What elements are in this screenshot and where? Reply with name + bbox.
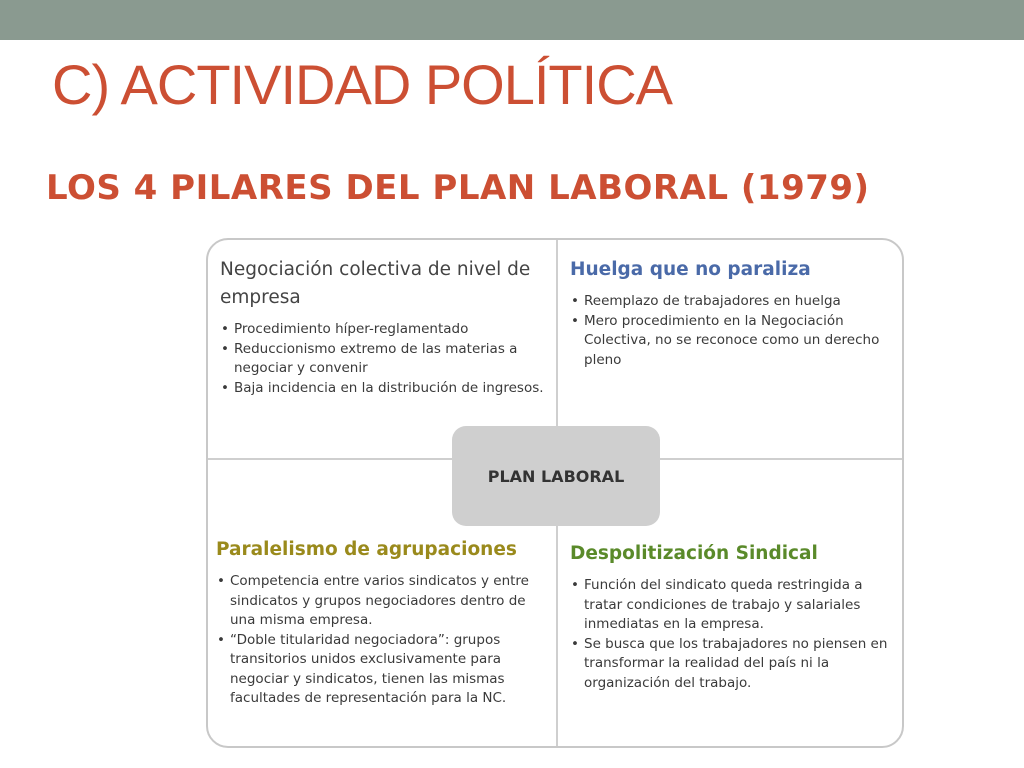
top-accent-bar [0, 0, 1024, 40]
bullet-item: • Reemplazo de trabajadores en huelga [582, 292, 890, 312]
bullet-item: • Baja incidencia en la distribución de ingresos. [232, 379, 550, 399]
quadrant-huelga [570, 256, 890, 370]
bullet-list [570, 292, 890, 370]
bullet-list [220, 320, 550, 398]
center-label-box: PLAN LABORAL [452, 426, 660, 526]
quadrant-despolitizacion [570, 540, 890, 693]
bullet-list [216, 572, 548, 709]
bullet-item: • Competencia entre varios sindicatos y entre sindicatos y grupos negociadores dentro de una misma empresa. [228, 572, 548, 631]
quadrant-paralelismo [216, 536, 548, 709]
slide-title: C) ACTIVIDAD POLÍTICA [52, 53, 672, 116]
bullet-item: • Se busca que los trabajadores no piensen en transformar la realidad del país ni la organización del trabajo. [582, 635, 890, 694]
quadrant-heading: Despolitización Sindical [570, 543, 818, 564]
quadrant-heading: Paralelismo de agrupaciones [216, 539, 517, 560]
quadrant-negociacion-colectiva [220, 256, 550, 398]
bullet-item: • Mero procedimiento en la Negociación Colectiva, no se reconoce como un derecho pleno [582, 312, 890, 371]
quadrant-heading: Negociación colectiva de nivel de empresa [220, 259, 531, 308]
bullet-item: • Procedimiento híper-reglamentado [232, 320, 550, 340]
bullet-item: • Función del sindicato queda restringida a tratar condiciones de trabajo y salariales inmediatas en la empresa. [582, 576, 890, 635]
pillars-diagram [206, 238, 904, 748]
bullet-list [570, 576, 890, 693]
figure-title: LOS 4 PILARES DEL PLAN LABORAL (1979) [46, 168, 870, 208]
bullet-item: • Reduccionismo extremo de las materias a negociar y convenir [232, 340, 550, 379]
quadrant-heading: Huelga que no paraliza [570, 259, 811, 280]
bullet-item: • “Doble titularidad negociadora”: grupos transitorios unidos exclusivamente para negociar y sindicatos, tienen las mismas facultades de representación para la NC. [228, 631, 548, 709]
